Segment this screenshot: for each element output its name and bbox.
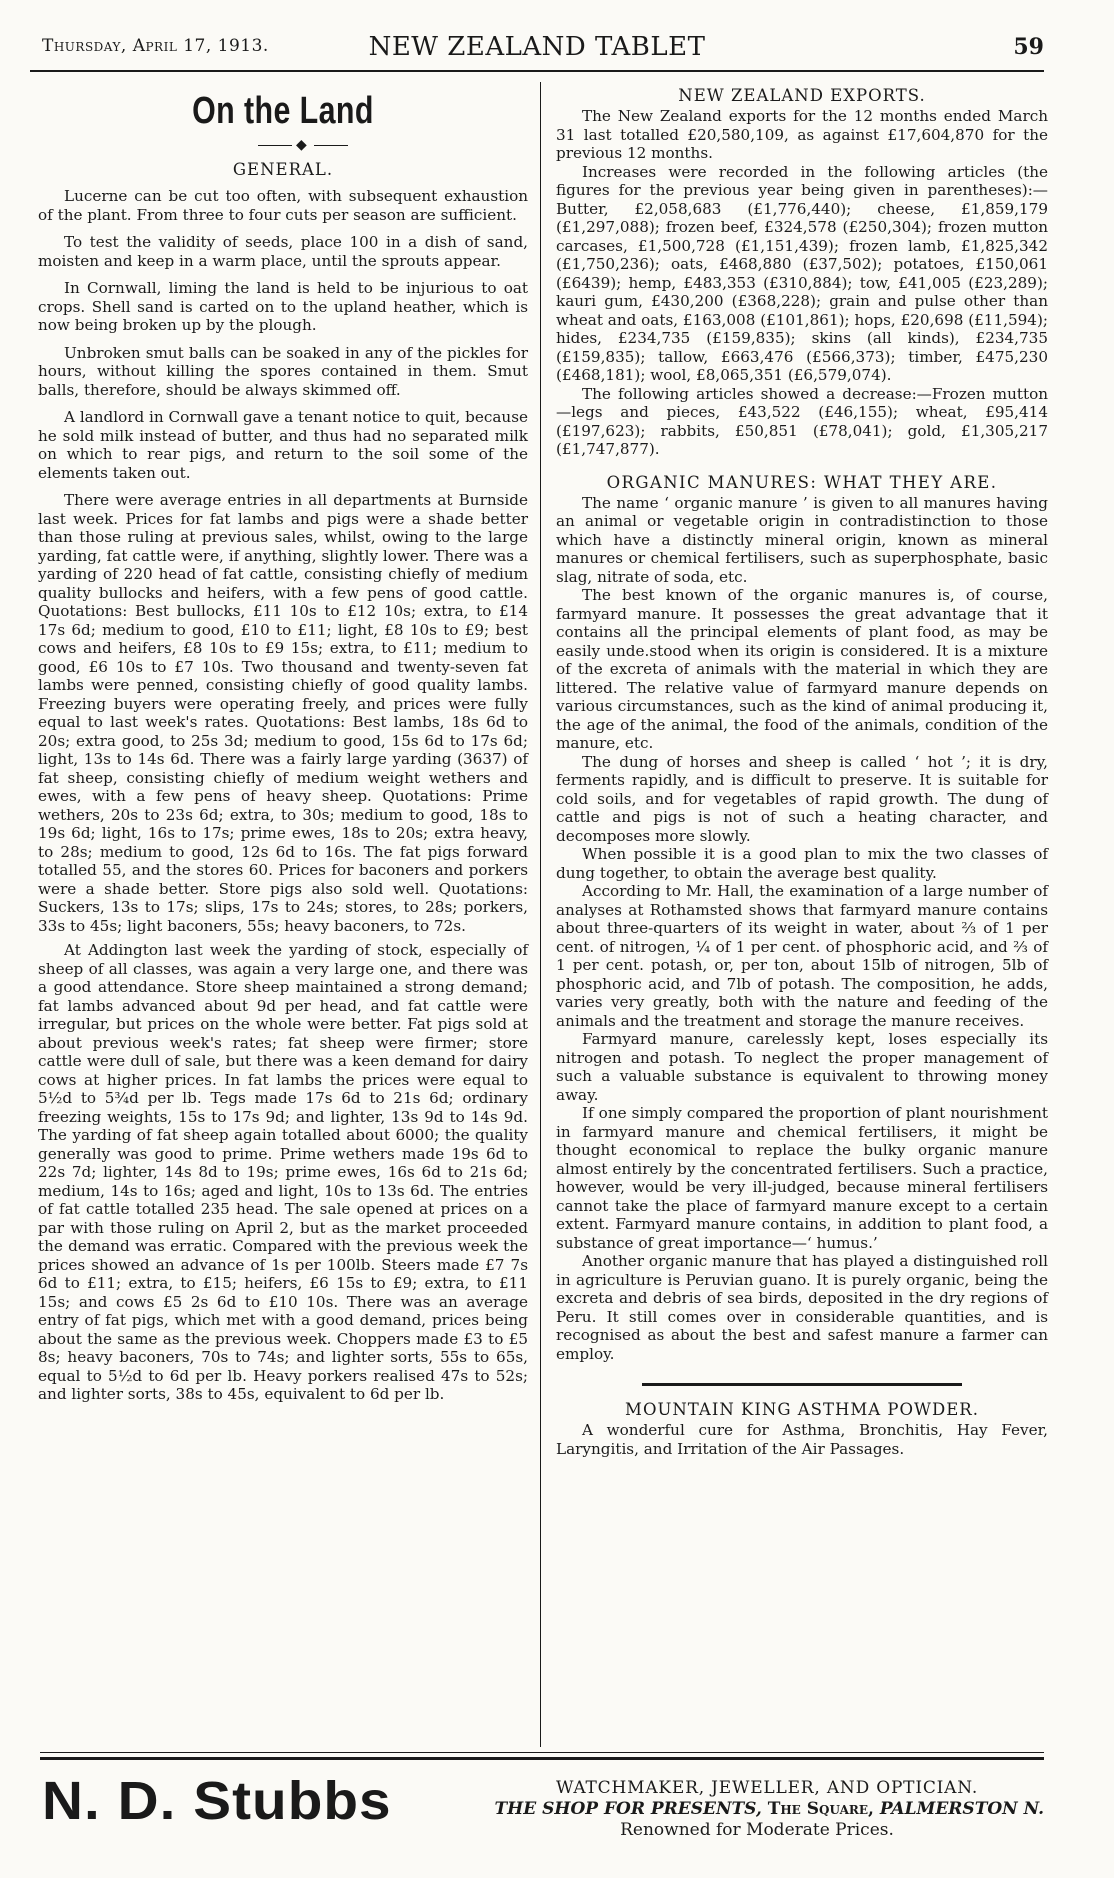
article-paragraph: Unbroken smut balls can be soaked in any of the pickles for hours, without killing the spores contained in them. Smut balls, therefore, should be always skimmed off. [38,343,528,399]
header-rule [30,70,1044,72]
article-paragraph: The dung of horses and sheep is called ‘ hot ’; it is dry, ferments rapidly, and is difficult to preserve. It is suitable for cold soils, and for vegetables of rapid growth. The dung of cattle and pigs is not of such a heating character, and decomposes more slowly. [556,752,1048,845]
advertiser-name: N. D. Stubbs [42,1771,392,1831]
article-paragraph: There were average entries in all departments at Burnside last week. Prices for fat lambs and pigs were a shade better than those ruling at previous sales, whilst, owing to the large yarding, fat cattle were, if anything, slightly lower. There was a yarding of 220 head of fat cattle, consisting chiefly of medium quality bullocks and heifers, with a few pens of good cattle. Quotations: Best bullocks, £11 10s to £12 10s; extra, to £14 17s 6d; medium to good, £10 to £11; light, £8 10s to £9; best cows and heifers, £8 10s to £9 15s; extra, to £11; medium to good, £6 10s to £7 10s. Two thousand and twenty-seven fat lambs were penned, consisting chiefly of good quality lambs. Freezing buyers were operating freely, and prices were fully equal to last week's rates. Quotations: Best lambs, 18s 6d to 20s; extra good, to 25s 3d; medium to good, 15s 6d to 17s 6d; light, 13s to 14s 6d. There was a fairly large yarding (3637) of fat sheep, consisting chiefly of medium weight wethers and ewes, with a few pens of heavy sheep. Quotations: Prime wethers, 20s to 23s 6d; extra, to 30s; medium to good, 18s to 19s 6d; light, 16s to 17s; prime ewes, 18s to 20s; extra heavy, to 28s; medium to good, 12s 6d to 16s. The fat pigs forward totalled 55, and the stores 60. Prices for baconers and porkers were a shade better. Store pigs also sold well. Quotations: Suckers, 13s to 17s; slips, 17s to 24s; stores, to 28s; porkers, 33s to 45s; light baconers, 55s; heavy baconers, to 72s. [38,491,528,935]
article-paragraph: If one simply compared the proportion of plant nourishment in farmyard manure and chemical fertilisers, it might be thought economical to replace the bulky organic manure almost entirely by the concentrated fertilisers. Such a practice, however, would be very ill-judged, because mineral fertilisers cannot take the place of farmyard manure except to a certain extent. Farmyard manure contains, in addition to plant food, a substance of great importance—‘ humus.’ [556,1104,1048,1252]
advert-slogan: THE SHOP FOR PRESENTS, [494,1799,762,1819]
advert-address-line [430,1799,1044,1820]
article-paragraph: The name ‘ organic manure ’ is given to all manures having an animal or vegetable origin in contradistinction to those which have a distinctly mineral origin, known as mineral manures or chemical fertilisers, such as superphosphate, basic slag, nitrate of soda, etc. [556,493,1048,586]
article-paragraph: At Addington last week the yarding of stock, especially of sheep of all classes, was again a very large one, and there was a good attendance. Store sheep maintained a strong demand; fat lambs advanced about 9d per head, and fat cattle were irregular, but prices on the whole were better. Fat pigs sold at about previous week's rates; fat sheep were firmer; store cattle were dull of sale, but there was a keen demand for dairy cows at higher prices. In fat lambs the prices were equal to 5½d to 5¾d per lb. Tegs made 17s 6d to 21s 6d; ordinary freezing weights, 15s to 17s 9d; and lighter, 13s 9d to 14s 9d. The yarding of fat sheep again totalled about 6000; the quality generally was good to prime. Prime wethers made 19s 6d to 22s 7d; lighter, 14s 8d to 19s; prime ewes, 16s 6d to 21s 6d; medium, 14s to 16s; aged and light, 10s to 13s 6d. The entries of fat cattle totalled 235 head. The sale opened at prices on a par with those ruling on April 2, but as the market proceeded the demand was erratic. Compared with the previous week the prices showed an advance of 1s per 100lb. Steers made £7 7s 6d to £11; extra, to £15; heifers, £6 15s to £9; extra, to £11 15s; and cows £5 2s 6d to £10 10s. There was an average entry of fat pigs, which met with a good demand, prices being about the same as the previous week. Choppers made £3 to £5 8s; heavy baconers, 70s to 74s; and lighter sorts, 55s to 65s, equal to 5½d to 6d per lb. Heavy porkers realised 47s to 52s; and lighter sorts, 38s to 45s, equivalent to 6d per lb. [38,941,528,1403]
advert-square: The Square, [767,1799,874,1819]
asthma-heading: MOUNTAIN KING ASTHMA POWDER. [625,1400,979,1419]
page-header [30,28,1044,68]
column-divider [540,82,541,1747]
footer-rule [40,1752,1044,1753]
section-title: On the Land [192,90,374,132]
article-paragraph: The following articles showed a decrease:—Frozen mutton—legs and pieces, £43,522 (£46,155); wheat, £95,414 (£197,623); rabbits, £50,851 (£78,041); gold, £1,305,217 (£1,747,877). [556,384,1048,458]
article-paragraph: Lucerne can be cut too often, with subsequent exhaustion of the plant. From three to four cuts per season are sufficient. [38,187,528,224]
article-paragraph: In Cornwall, liming the land is held to be injurious to oat crops. Shell sand is carted on to the upland heather, which is now being broken up by the plough. [38,279,528,334]
article-paragraph: When possible it is a good plan to mix the two classes of dung together, to obtain the average best quality. [556,845,1048,882]
right-column [556,86,1048,1458]
advert-text: A wonderful cure for Asthma, Bronchitis, Hay Fever, Laryngitis, and Irritation of the Air Passages. [556,1421,1048,1458]
issue-date: Thursday, April 17, 1913. [42,36,269,56]
article-paragraph: A landlord in Cornwall gave a tenant notice to quit, because he sold milk instead of butter, and thus had no separated milk on which to rear pigs, and return to the soil some of the elements taken out. [38,408,528,482]
article-paragraph: Another organic manure that has played a distinguished roll in agriculture is Peruvian guano. It is purely organic, being the excreta and debris of sea birds, deposited in the dry regions of Peru. It still comes over in considerable quantities, and is recognised as about the best and safest manure a farmer can employ. [556,1252,1048,1363]
asthma-advert [556,1400,1048,1458]
article-paragraph: Increases were recorded in the following articles (the figures for the previous year being given in parentheses):—Butter, £2,058,683 (£1,776,440); cheese, £1,859,179 (£1,297,088); frozen beef, £324,578 (£250,304); frozen mutton carcases, £1,500,728 (£1,151,439); frozen lamb, £1,825,342 (£1,750,236); oats, £468,880 (£37,502); potatoes, £150,061 (£6439); hemp, £483,353 (£310,884); tow, £41,005 (£23,289); kauri gum, £430,200 (£368,228); grain and pulse other than wheat and oats, £163,008 (£101,861); hops, £20,698 (£11,594); hides, £234,735 (£159,835); skins (all kinds), £234,735 (£159,835); tallow, £663,476 (£566,373); timber, £475,230 (£468,181); wool, £8,065,351 (£6,579,074). [556,162,1048,384]
publication-title: NEW ZEALAND TABLET [368,32,706,62]
general-heading: GENERAL. [232,160,334,179]
footer-rule-thick [40,1757,1044,1760]
ornament-divider: ◆ [38,138,528,152]
article-paragraph: To test the validity of seeds, place 100 in a dish of sand, moisten and keep in a warm place, until the sprouts appear. [38,233,528,270]
advert-tagline: Renowned for Moderate Prices. [620,1820,894,1840]
article-paragraph: The New Zealand exports for the 12 months ended March 31 last totalled £20,580,109, as against £17,604,870 for the previous 12 months. [556,107,1048,162]
exports-article [556,86,1048,459]
advert-town: PALMERSTON N. [879,1799,1044,1819]
article-paragraph: Farmyard manure, carelessly kept, loses especially its nitrogen and potash. To neglect the proper management of such a valuable substance is equivalent to throwing money away. [556,1030,1048,1104]
manures-article [556,473,1048,1364]
article-paragraph: According to Mr. Hall, the examination of a large number of analyses at Rothamsted shows that farmyard manure contains about three-quarters of its weight in water, about ⅔ of 1 per cent. of nitrogen, ¼ of 1 per cent. of phosphoric acid, and ⅔ of 1 per cent. potash, or, per ton, about 15lb of nitrogen, 5lb of phosphoric acid, and 7lb of potash. The composition, he adds, varies very greatly, both with the nature and feeding of the animals and the treatment and storage the manure receives. [556,882,1048,1030]
article-paragraph: The best known of the organic manures is, of course, farmyard manure. It possesses the great advantage that it contains all the principal elements of plant food, as may be easily unde.stood when its origin is considered. It is a mixture of the excreta of animals with the material in which they are littered. The relative value of farmyard manure depends on various circumstances, such as the kind of animal producing it, the age of the animal, the food of the animals, condition of the manure, etc. [556,586,1048,752]
page-number: 59 [1013,34,1044,60]
left-column [38,86,528,1410]
advert-trade-line: WATCHMAKER, JEWELLER, AND OPTICIAN. [555,1778,979,1798]
footer-advert [430,1778,1044,1841]
manures-heading: ORGANIC MANURES: WHAT THEY ARE. [606,472,998,492]
exports-heading: NEW ZEALAND EXPORTS. [678,86,926,105]
section-rule [642,1383,962,1386]
